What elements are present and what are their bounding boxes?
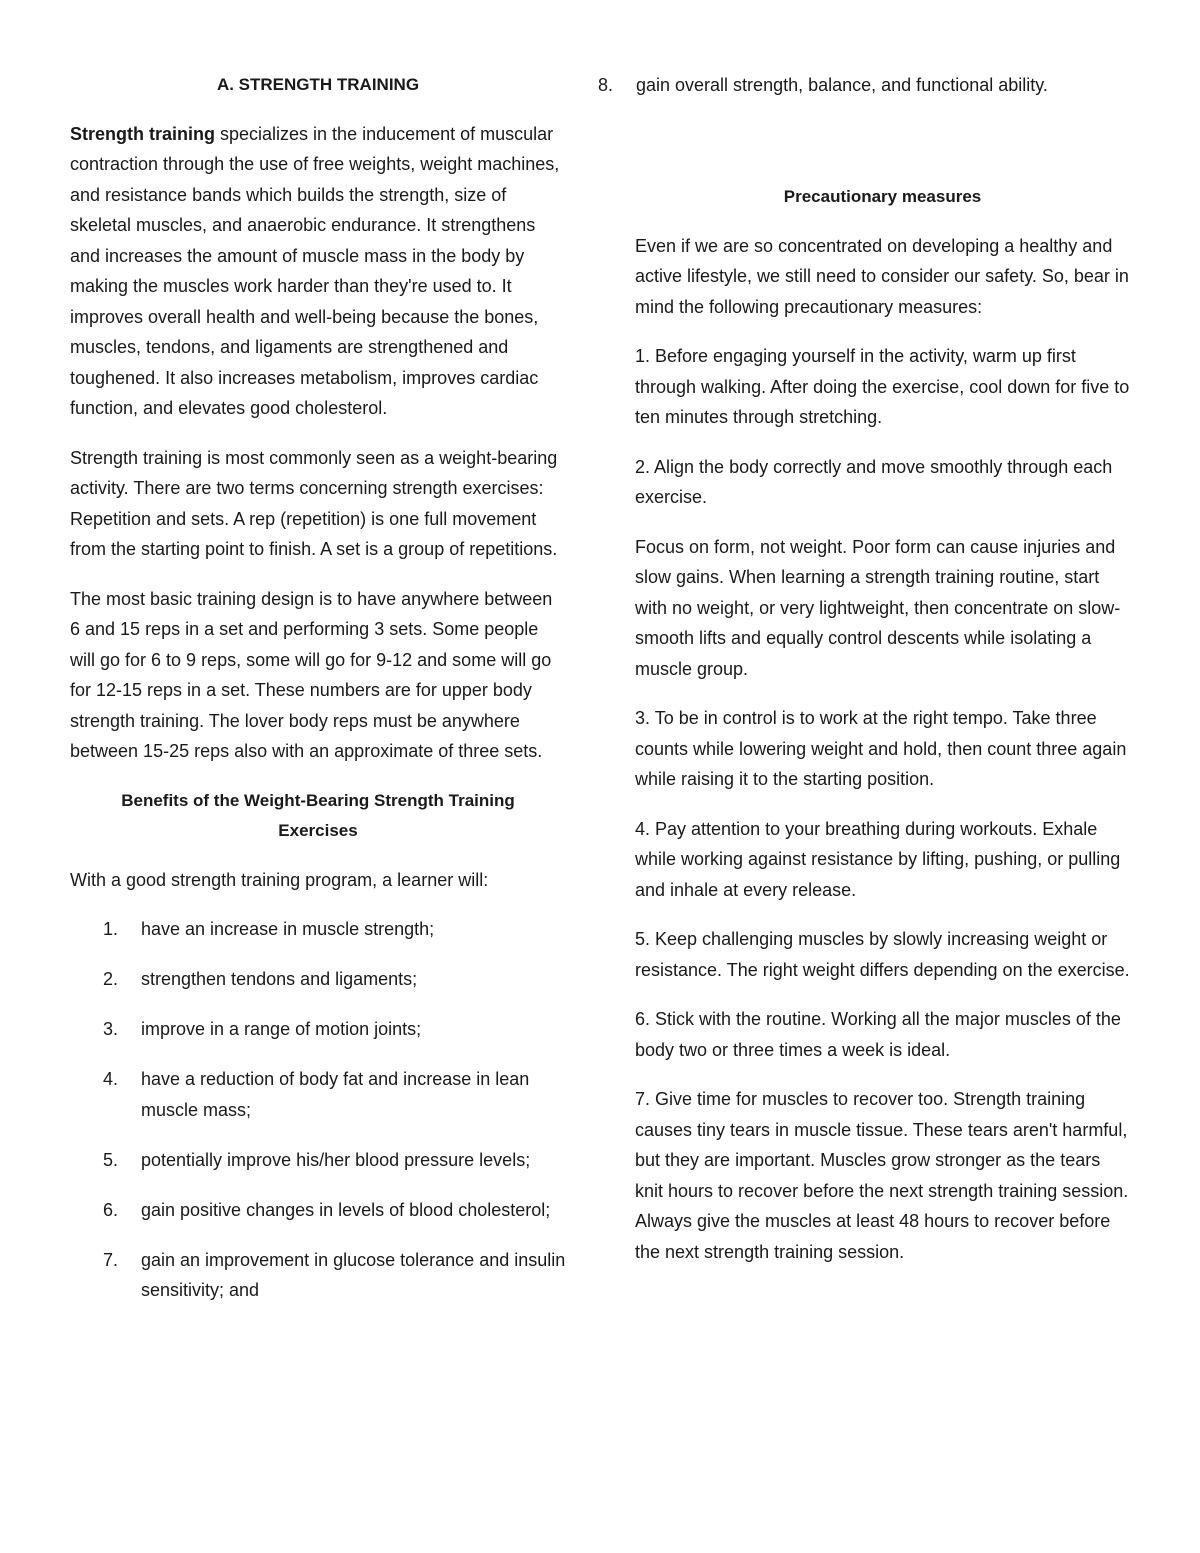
list-item [565, 70, 1130, 101]
section-title: A. STRENGTH TRAINING [216, 75, 420, 94]
repetition-paragraph: Strength training is most commonly seen as a weight-bearing activity. There are two terms concerning strength exercises: Repetition and sets. A rep (repetition) is one full movement from the starting point to finish. A set is a group of repetitions. [70, 447, 558, 559]
list-text: improve in a range of motion joints; [141, 1019, 422, 1039]
benefits-list [70, 914, 566, 1306]
list-item [70, 1064, 566, 1125]
list-number: 8. [598, 75, 614, 95]
list-number: 3. [103, 1019, 119, 1039]
precaution-intro: Even if we are so concentrated on developing a healthy and active lifestyle, we still need to consider our safety. So, bear in mind the following precautionary measures: [635, 235, 1129, 317]
spacer [635, 120, 1130, 182]
intro-paragraph [70, 119, 566, 424]
precaution-item-5: 5. Keep challenging muscles by slowly increasing weight or resistance. The right weight differs depending on the exercise. [635, 929, 1130, 980]
right-column [598, 70, 1130, 1286]
list-item [70, 964, 566, 995]
list-text: gain overall strength, balance, and functional ability. [636, 75, 1048, 95]
intro-term: Strength training [70, 123, 215, 144]
list-text: potentially improve his/her blood pressure levels; [141, 1149, 531, 1170]
left-column [70, 70, 566, 1325]
list-text: gain an improvement in glucose tolerance and insulin sensitivity; and [141, 1249, 566, 1300]
precaution-heading: Precautionary measures [783, 187, 982, 206]
list-item [70, 1145, 566, 1176]
list-item [70, 1014, 566, 1045]
list-item [70, 1195, 566, 1226]
intro-text: specializes in the inducement of muscular contraction through the use of free weights, weight machines, and resistance bands which builds the strength, size of skeletal muscles, and anaerobic endurance. It strengthens and increases the amount of muscle mass in the body by making the muscles work harder than they're used to. It improves overall health and well-being because the bones, muscles, tendons, and ligaments are strengthened and toughened. It also increases metabolism, improves cardiac function, and elevates good cholesterol. [70, 123, 560, 418]
list-item [70, 914, 566, 945]
precaution-item-3: 3. To be in control is to work at the right tempo. Take three counts while lowering weight and hold, then count three again while raising it to the starting position. [635, 708, 1127, 789]
list-text: strengthen tendons and ligaments; [141, 969, 418, 989]
list-number: 2. [103, 969, 119, 989]
list-number: 7. [103, 1249, 119, 1270]
precaution-item-4: 4. Pay attention to your breathing during workouts. Exhale while working against resistance by lifting, pushing, or pulling and inhale at every release. [635, 818, 1121, 900]
list-number: 1. [103, 919, 119, 939]
precaution-item-6: 6. Stick with the routine. Working all the major muscles of the body two or three times a week is ideal. [635, 1009, 1121, 1060]
list-number: 6. [103, 1199, 119, 1220]
list-item [70, 1245, 566, 1306]
list-number: 4. [103, 1069, 119, 1089]
benefits-heading: Benefits of the Weight-Bearing Strength Training Exercises [121, 790, 515, 840]
list-number: 5. [103, 1149, 119, 1170]
precaution-item-2: 2. Align the body correctly and move smoothly through each exercise. [635, 456, 1113, 507]
precaution-item-7: 7. Give time for muscles to recover too. Strength training causes tiny tears in muscle tissue. These tears aren't harmful, but they are important. Muscles grow stronger as the tears knit hours to recover before the next strength training session. Always give the muscles at least 48 hours to recover before the next strength training session. [635, 1089, 1129, 1262]
precaution-item-1: 1. Before engaging yourself in the activity, warm up first through walking. After doing the exercise, cool down for five to ten minutes through stretching. [635, 346, 1130, 427]
benefits-intro: With a good strength training program, a learner will: [70, 869, 489, 890]
list-text: have a reduction of body fat and increase in lean muscle mass; [141, 1069, 530, 1120]
list-text: have an increase in muscle strength; [141, 919, 435, 939]
focus-paragraph: Focus on form, not weight. Poor form can cause injuries and slow gains. When learning a strength training routine, start with no weight, or very lightweight, then concentrate on slow-smooth lifts and equally control descents while isolating a muscle group. [635, 536, 1121, 679]
benefits-list-continued [565, 70, 1130, 101]
list-text: gain positive changes in levels of blood cholesterol; [141, 1199, 551, 1220]
training-design-paragraph: The most basic training design is to have anywhere between 6 and 15 reps in a set and performing 3 sets. Some people will go for 6 to 9 reps, some will go for 9-12 and some will go for 12-15 reps in a set. These numbers are for upper body strength training. The lover body reps must be anywhere between 15-25 reps also with an approximate of three sets. [70, 588, 553, 761]
